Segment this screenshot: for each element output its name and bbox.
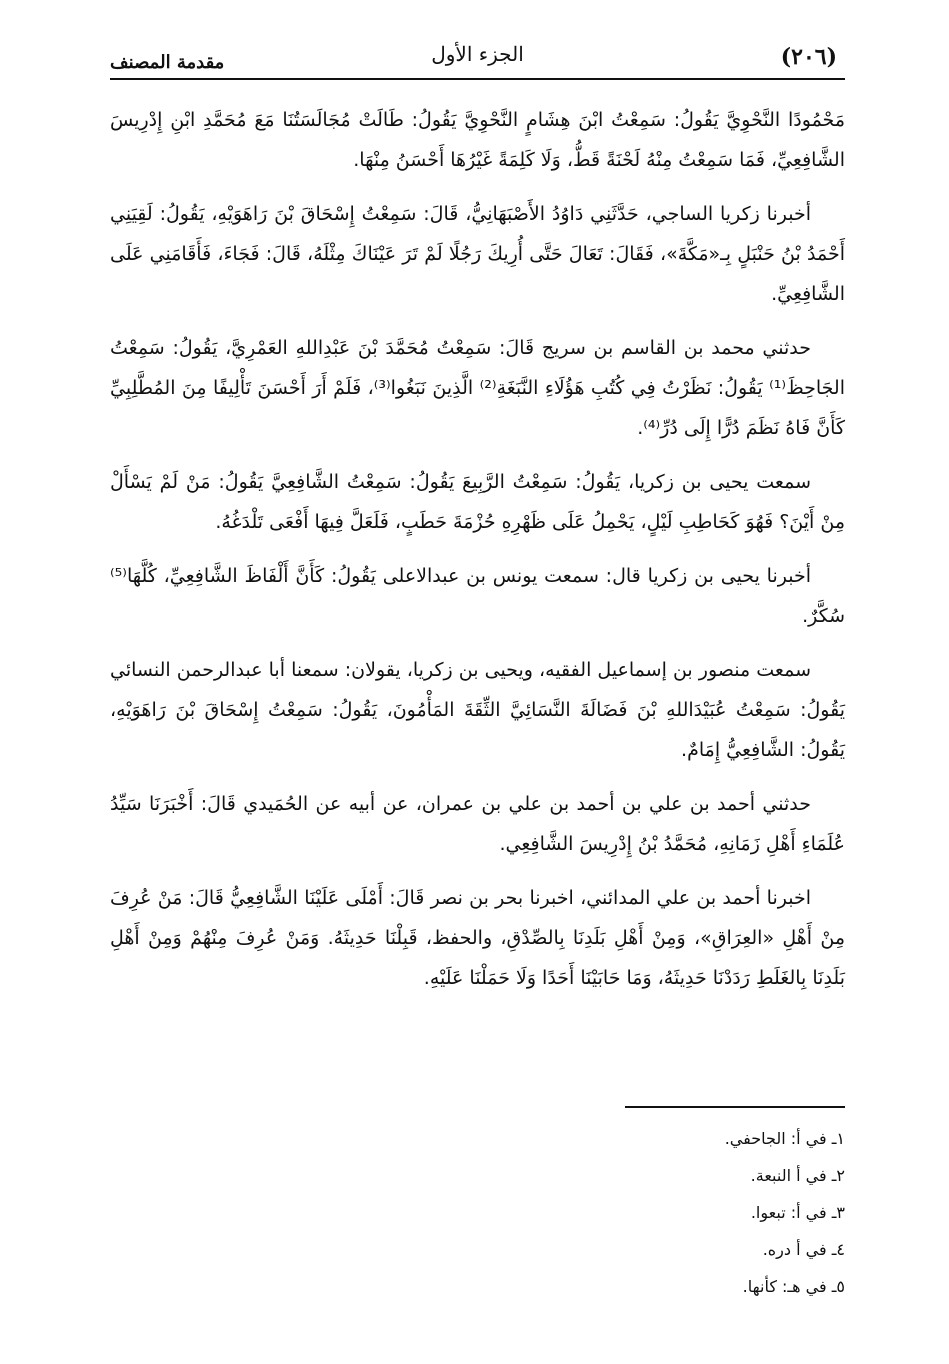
- page-number: (٢٠٦): [780, 44, 837, 70]
- footnote-rule: [625, 1106, 845, 1108]
- header-rule: [110, 78, 845, 80]
- paragraph: مَحْمُودًا النَّحْوِيَّ يَقُولُ: سَمِعْتُ ابْنَ هِشَامٍ النَّحْوِيَّ يَقُولُ: طَالَتْ مُجَالَسَتُنَا مَعَ مُحَمَّدِ ابْنِ إِدْرِيسَ الشَّافِعِيِّ، فَمَا سَمِعْتُ مِنْهُ لَحْنَةً قَطُّ، وَلَا كَلِمَةً غَيْرُهَا أَحْسَنُ مِنْهَا.: [110, 109, 845, 171]
- footnote: ٣ـ في أ: تبعوا.: [750, 1203, 845, 1222]
- paragraph: سمعت يحيى بن زكريا، يَقُولُ: سَمِعْتُ الرَّبِيعَ يَقُولُ: سَمِعْتُ الشَّافِعِيَّ يَقُولُ: مَنْ لَمْ يَسْأَلْ مِنْ أَيْنَ؟ فَهُوَ كَحَاطِبِ لَيْلٍ، يَحْمِلُ عَلَى ظَهْرِهِ حُزْمَةَ حَطَبٍ، فَلَعَلَّ فِيهَا أَفْعَى تَلْدَغُهُ.: [110, 471, 845, 533]
- volume-title: الجزء الأول: [431, 42, 524, 66]
- footnote: ٢ـ في أ النبعة.: [750, 1166, 845, 1185]
- paragraph: أخبرنا زكريا الساجي، حَدَّثَنِي دَاوُدُ الأَصْبَهَانِيُّ، قَالَ: سَمِعْتُ إِسْحَاقَ بْنَ رَاهَوَيْهِ، يَقُولُ: لَقِيَنِي أَحْمَدُ بْنُ حَنْبَلٍ بِـ«مَكَّةَ»، فَقَالَ: تَعَالَ حَتَّى أُرِيكَ رَجُلًا لَمْ تَرَ عَيْنَاكَ مِثْلَهُ، قَالَ: فَجَاءَ، فَأَقَامَنِي عَلَى الشَّافِعِيِّ.: [110, 203, 845, 305]
- paragraph: حدثني أحمد بن علي بن أحمد بن علي بن عمران، عن أبيه عن الحُمَيدي قَالَ: أَخْبَرَنَا سَيِّدُ عُلَمَاءِ أَهْلِ زَمَانِهِ، مُحَمَّدُ بْنُ إِدْرِيسَ الشَّافِعِي.: [110, 793, 845, 855]
- footnote: ٤ـ في أ دره.: [762, 1240, 845, 1259]
- paragraph: أخبرنا يحيى بن زكريا قال: سمعت يونس بن عبدالاعلى يَقُولُ: كَأَنَّ أَلْفَاظَ الشَّافِعِيِّ، كُلَّهَا⁽⁵⁾ سُكَّرٌ.: [110, 565, 845, 627]
- paragraph: سمعت منصور بن إسماعيل الفقيه، ويحيى بن زكريا، يقولان: سمعنا أبا عبدالرحمن النسائي يَقُولُ: سَمِعْتُ عُبَيْدَاللهِ بْنَ فَضَالَةَ النَّسَائِيَّ الثِّقَةَ المَأْمُونَ، يَقُولُ: سَمِعْتُ إِسْحَاقَ بْنَ رَاهَوَيْهِ، يَقُولُ: الشَّافِعِيُّ إِمَامٌ.: [110, 659, 845, 761]
- paragraph: اخبرنا أحمد بن علي المدائني، اخبرنا بحر بن نصر قَالَ: أَمْلَى عَلَيْنَا الشَّافِعِيُّ قَالَ: مَنْ عُرِفَ مِنْ أَهْلِ «العِرَاقِ»، وَمِنْ أَهْلِ بَلَدِنَا بِالصِّدْقِ، والحفظ، قَبِلْنَا حَدِيثَهُ. وَمَنْ عُرِفَ مِنْهُمْ وَمِنْ أَهْلِ بَلَدِنَا بِالغَلَطِ رَدَدْنَا حَدِيثَهُ، وَمَا حَابَيْنَا أَحَدًا وَلَا حَمَلْنَا عَلَيْهِ.: [110, 887, 845, 989]
- footnote: ٥ـ في هـ: كأنها.: [742, 1277, 845, 1296]
- page-body: [110, 100, 845, 1012]
- paragraph: حدثني محمد بن القاسم بن سريج قَالَ: سَمِعْتُ مُحَمَّدَ بْنَ عَبْدِاللهِ العَمْرِيَّ، يَقُولُ: سَمِعْتُ الجَاحِظَ⁽¹⁾ يَقُولُ: نَظَرْتُ فِي كُتُبِ هَؤُلَاءِ النَّبَغَةِ⁽²⁾ الَّذِينَ نَبَغُوا⁽³⁾، فَلَمْ أَرَ أَحْسَنَ تَأْلِيفًا مِنَ المُطَّلِبِيِّ كَأَنَّ فَاهُ نَظَمَ دُرًّا إِلَى دُرِّ⁽⁴⁾.: [110, 337, 845, 439]
- page-header: [110, 40, 845, 80]
- section-title: مقدمة المصنف: [110, 52, 225, 73]
- footnotes: [110, 1120, 845, 1305]
- footnote: ١ـ في أ: الجاحفي.: [724, 1129, 845, 1148]
